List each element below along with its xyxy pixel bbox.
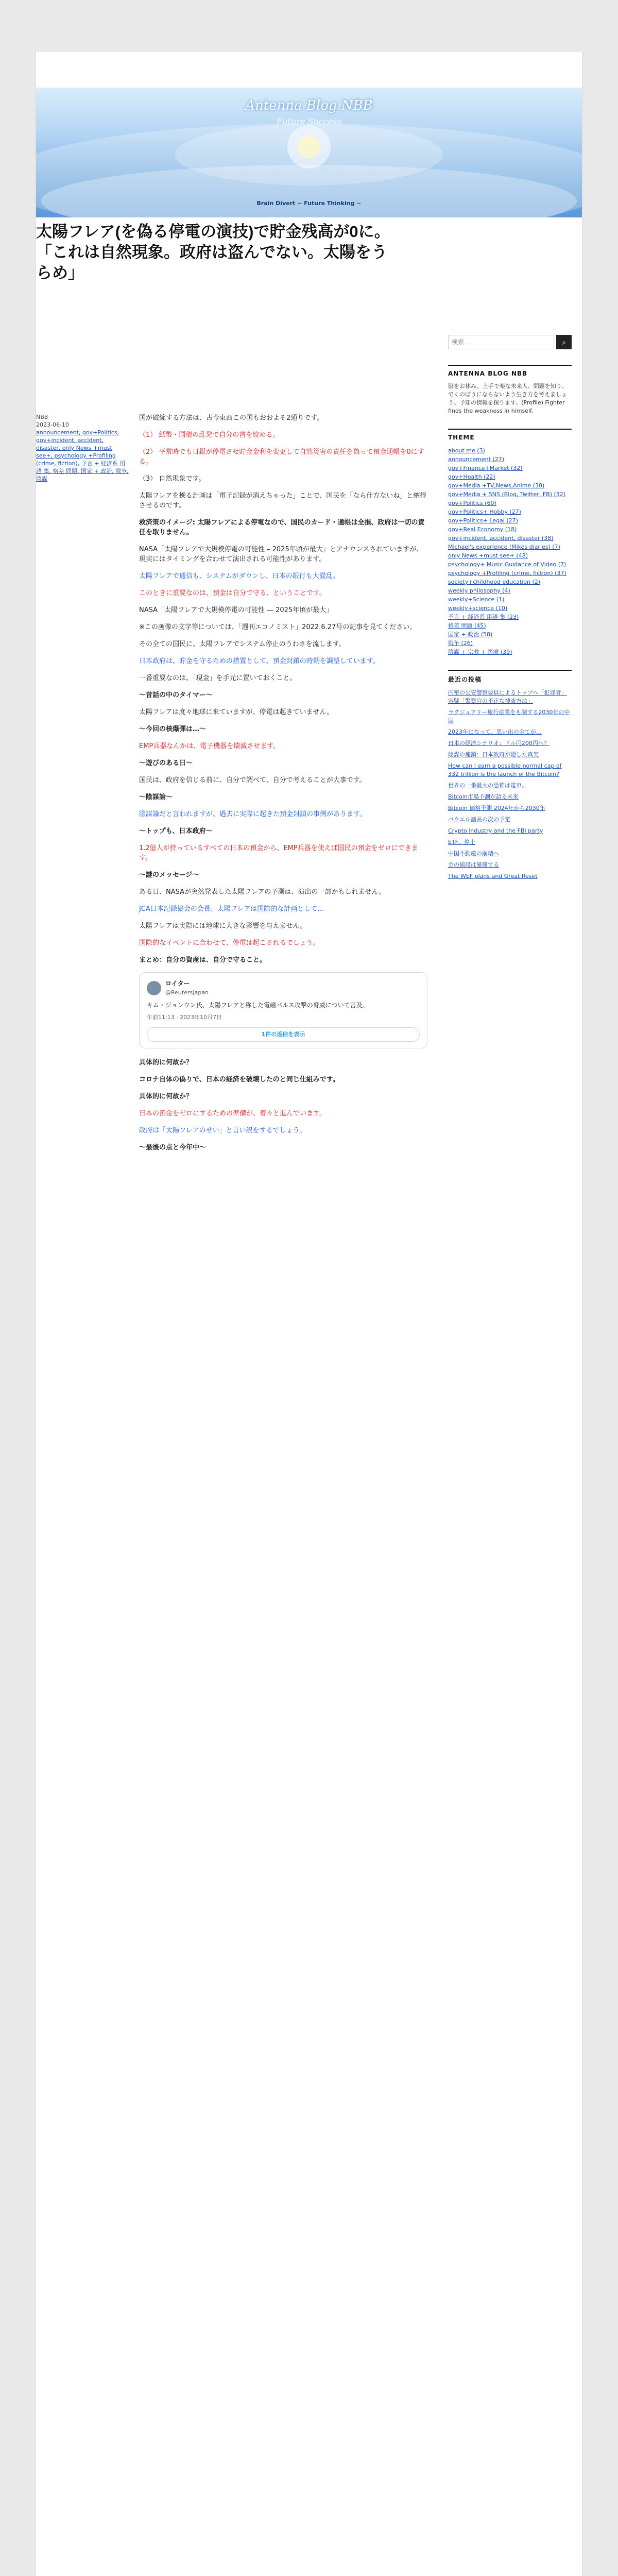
recent-post-item xyxy=(448,793,572,801)
category-item xyxy=(448,630,572,639)
paragraph: 太陽フレアは度々地球に来ていますが、停電は起きていません。 xyxy=(139,708,334,716)
category-link[interactable]: weekly+science (10) xyxy=(448,605,508,612)
category-link[interactable]: 陰謀 + 宗教 + 医療 (39) xyxy=(448,649,512,655)
post-tags-link[interactable]: announcement, gov+Politics, gov+incident, accident, disaster, only News +must see+, psychology +Profiling (crime, fiction), 予言 + 経済系 用語 集, 格差 問題, 国家 + 政治, 戦争, 陰謀 xyxy=(36,429,129,482)
category-item xyxy=(448,578,572,586)
banner-subtitle: Future Success xyxy=(277,116,341,126)
search-input[interactable] xyxy=(448,335,554,349)
category-link[interactable]: 格差 問題 (45) xyxy=(448,622,486,629)
paragraph: 国民は、政府を信じる前に、自分で調べて、自分で考えることが大事です。 xyxy=(139,776,366,784)
category-link[interactable]: gov+Politics+ Legal (27) xyxy=(448,517,518,524)
paragraph: 政府は「太陽フレアのせい」と言い訳をするでしょう。 xyxy=(139,1127,306,1134)
theme-widget-title: THEME xyxy=(448,429,572,441)
recent-post-item xyxy=(448,850,572,858)
search-icon: ⌕ xyxy=(562,337,566,346)
category-item xyxy=(448,525,572,534)
paragraph: その全ての国民に、太陽フレアでシステム停止のうわさを流します。 xyxy=(139,640,346,648)
category-item xyxy=(448,621,572,630)
category-link[interactable]: announcement (27) xyxy=(448,456,505,463)
category-link[interactable]: 戦争 (26) xyxy=(448,640,473,647)
category-link[interactable]: psychology +Profiling (crime, fiction) (37) xyxy=(448,570,566,577)
paragraph: 日本の預金をゼロにするための準備が、着々と進んでいます。 xyxy=(139,1110,326,1117)
recent-post-link[interactable]: 内密の公安警察要員によるトップへ「犯罪者」容疑「警察官の不正な捜査方法」 xyxy=(448,689,567,704)
recent-post-link[interactable]: 金の値段は暴騰する xyxy=(448,861,499,868)
category-item xyxy=(448,551,572,560)
paragraph: NASA「太陽フレアで大規模停電の可能性 – 2025年頃が最大」とアナウンスされていますが、現実にはタイミングを合わせて演出される可能性があります。 xyxy=(139,546,423,563)
recent-post-item xyxy=(448,804,572,812)
recent-posts-title: 最近の投稿 xyxy=(448,670,572,684)
category-link[interactable]: gov+Finance+Market (32) xyxy=(448,465,523,471)
category-item xyxy=(448,613,572,621)
paragraph: （1） 紙幣・国債の乱発で自分の首を絞める。 xyxy=(139,431,280,439)
post-author[interactable]: NBB xyxy=(36,414,48,420)
paragraph: 日本政府は、貯金を守るための措置として、預金封鎖の時期を調整しています。 xyxy=(139,657,380,665)
category-link[interactable]: 予言 + 経済系 用語 集 (23) xyxy=(448,614,519,620)
recent-post-link[interactable]: Bitcoin市場予測が語る未来 xyxy=(448,793,519,800)
paragraph: NASA「太陽フレアで大規模停電の可能性 ― 2025年頃が最大」 xyxy=(139,606,333,614)
recent-post-item xyxy=(448,861,572,869)
paragraph: ある日、NASAが突然発表した太陽フレアの予測は、演出の一部かもしれません。 xyxy=(139,888,386,896)
paragraph: 1.2億人が持っているすべての日本の預金から、EMP兵器を使えば国民の預金をゼロにできます。 xyxy=(139,844,418,862)
section-heading: 〜今回の核爆弾は…〜 xyxy=(139,725,207,733)
category-item xyxy=(448,595,572,604)
category-item xyxy=(448,490,572,499)
category-item xyxy=(448,560,572,569)
banner-title: Antenna Blog NBB xyxy=(245,98,373,113)
recent-post-item xyxy=(448,751,572,759)
category-item xyxy=(448,534,572,543)
section-heading: 具体的に何故か？ xyxy=(139,1093,193,1100)
category-link[interactable]: gov+Health (22) xyxy=(448,473,495,480)
category-item xyxy=(448,472,572,481)
category-item xyxy=(448,446,572,455)
paragraph: （3） 自然現象です。 xyxy=(139,475,205,483)
post-body xyxy=(139,413,427,1160)
recent-post-item xyxy=(448,827,572,835)
category-link[interactable]: weekly+Science (1) xyxy=(448,596,505,603)
category-link[interactable]: only News +must see+ (48) xyxy=(448,552,528,559)
recent-post-link[interactable]: パウエル議長の次の予定 xyxy=(448,816,510,823)
section-heading: 〜最後の点と今年中〜 xyxy=(139,1144,207,1151)
header-banner[interactable] xyxy=(36,88,582,217)
embedded-tweet[interactable] xyxy=(139,972,427,1048)
recent-post-link[interactable]: Bitcoin 価格予測 2024年から2030年 xyxy=(448,805,545,811)
banner-caption: Brain Divert ~ Future Thinking ~ xyxy=(256,200,362,207)
paragraph: EMP兵器なんかは、電子機器を壊滅させます。 xyxy=(139,742,280,750)
category-item xyxy=(448,604,572,613)
paragraph: 一番重要なのは、「現金」を手元に置いておくこと。 xyxy=(139,674,297,682)
paragraph: 太陽フレアで通信も、システムがダウンし、日本の銀行も大混乱。 xyxy=(139,572,339,580)
recent-post-item xyxy=(448,872,572,880)
category-link[interactable]: gov+Media +TV,News,Anime (30) xyxy=(448,482,545,489)
recent-post-item xyxy=(448,762,572,778)
category-link[interactable]: gov+Media + SNS (Blog, Twitter, FB) (32) xyxy=(448,491,566,498)
recent-post-link[interactable]: Crypto industry and the FBI party xyxy=(448,827,543,834)
recent-post-item xyxy=(448,689,572,705)
search-button[interactable] xyxy=(556,335,572,349)
about-widget-title: ANTENNA BLOG NBB xyxy=(448,365,572,377)
recent-post-link[interactable]: ラグジュアリー旅行産業をも制する2030年の中国 xyxy=(448,709,570,724)
category-link[interactable]: gov+incident, accident, disaster (38) xyxy=(448,535,554,541)
category-item xyxy=(448,507,572,516)
sidebar xyxy=(448,335,572,894)
about-widget-text: 脳をお休み、上手で楽な未来人、問題を知り、でくのぼうにならないよう生き方を考えましょう。予知の情報を探ります。(Profile) Fighter finds the weakness in himself. xyxy=(448,383,568,414)
recent-post-link[interactable]: ETF、停止 xyxy=(448,839,475,845)
section-heading: 具体的に何故か？ xyxy=(139,1059,193,1066)
recent-post-link[interactable]: 陰謀の連鎖：日本政府が隠した真実 xyxy=(448,751,539,758)
category-link[interactable]: weekly philosophy (4) xyxy=(448,587,510,594)
category-link[interactable]: gov+Politics+ Hobby (27) xyxy=(448,509,521,515)
section-heading: 〜遊びのある日〜 xyxy=(139,759,193,767)
recent-post-item xyxy=(448,739,572,748)
category-link[interactable]: gov+Politics (60) xyxy=(448,500,496,506)
tweet-author-name[interactable]: ロイター xyxy=(165,980,190,987)
tweet-timestamp[interactable]: 午前11:13 · 2023年10月7日 xyxy=(147,1014,222,1021)
category-item xyxy=(448,543,572,551)
recent-post-link[interactable]: How can I earn a possible normal cap of 332 trillion is the launch of the Bitcoin? xyxy=(448,762,562,777)
recent-post-link[interactable]: 2023年になって、思い出の全てが… xyxy=(448,728,542,735)
post-meta xyxy=(36,413,129,483)
category-item xyxy=(448,639,572,648)
category-list xyxy=(448,446,572,656)
section-heading: 〜昔話の中のタイマー〜 xyxy=(139,691,213,699)
category-link[interactable]: society+childhood education (2) xyxy=(448,579,541,585)
paragraph: 太陽フレアは実際には地球に大きな影響を与えません。 xyxy=(139,922,307,930)
category-link[interactable]: Michael's experience (Mikes diaries) (7) xyxy=(448,544,560,550)
recent-post-item xyxy=(448,708,572,725)
category-item xyxy=(448,464,572,472)
recent-post-link[interactable]: 世界の一番最大の恐怖は電車。 xyxy=(448,782,527,789)
paragraph: （2） 平常時でも日銀が停電させ貯金金利を変更して自然災害の責任を偽って預金通帳を0にする。 xyxy=(139,448,424,466)
category-item xyxy=(448,499,572,507)
category-link[interactable]: psychology+ Music Guidance of Video (7) xyxy=(448,561,566,568)
tweet-text: キム・ジョンウン氏、太陽フレアと称した電磁パルス攻撃の脅威について言及。 xyxy=(147,1002,369,1009)
paragraph: 国際的なイベントに合わせて、停電は起こされるでしょう。 xyxy=(139,939,320,947)
section-heading: 〜陰謀論〜 xyxy=(139,793,173,801)
tweet-avatar[interactable] xyxy=(147,981,161,995)
paragraph: 救済策のイメージ: 太陽フレアによる停電なので、国民のカード・通帳は全損、政府は一切の責任を取りません。 xyxy=(139,519,425,536)
paragraph: このときに重要なのは、預金は自分で守る、ということです。 xyxy=(139,589,326,597)
paragraph: コロナ自体の偽りで、日本の経済を破壊したのと同じ仕組みです。 xyxy=(139,1076,339,1083)
category-item xyxy=(448,481,572,490)
category-item xyxy=(448,648,572,656)
tweet-header xyxy=(147,979,420,997)
category-item xyxy=(448,455,572,464)
recent-post-link[interactable]: 日本の経済シナリオ：ドル円200円へ？ xyxy=(448,740,550,747)
category-link[interactable]: 国家 + 政治 (58) xyxy=(448,631,493,638)
recent-post-item xyxy=(448,728,572,736)
paragraph: 国が破綻する方法は、古今東西この国もおおよそ2通りです。 xyxy=(139,414,324,422)
category-item xyxy=(448,569,572,578)
paragraph: ※この画像の文字等については、「週刊エコノミスト」2022.6.27号の記事を見てください。 xyxy=(139,623,417,631)
category-item xyxy=(448,516,572,525)
recent-post-item xyxy=(448,838,572,846)
section-heading: 〜トップも、日本政府〜 xyxy=(139,827,213,835)
category-item xyxy=(448,586,572,595)
recent-posts-list xyxy=(448,689,572,880)
post-date[interactable]: 2023-06-10 xyxy=(36,421,69,428)
post-title: 太陽フレア(を偽る停電の演技)で貯金残高が0に。「これは自然現象。政府は盗んでない。太陽をうらめ」 xyxy=(36,223,390,282)
page-container xyxy=(36,52,582,2576)
paragraph: まとめ：自分の資産は、自分で守ること。 xyxy=(139,956,267,964)
recent-post-link[interactable]: The WEF plans and Great Reset xyxy=(448,873,538,879)
paragraph: JCA日本記録協会の会長、太陽フレアは国際的な計画として… xyxy=(139,905,324,913)
category-link[interactable]: about me (3) xyxy=(448,447,485,454)
tweet-author-handle[interactable]: @ReutersJapan xyxy=(165,989,209,996)
paragraph: 太陽フレアを操る計画は「電子記録が消えちゃった」ことで、国民を「なら仕方ないね」と納得させるのです。 xyxy=(139,492,427,510)
category-link[interactable]: gov+Real Economy (18) xyxy=(448,526,517,533)
search-form xyxy=(448,335,572,349)
section-heading: 〜謎のメッセージ〜 xyxy=(139,871,199,879)
recent-post-item xyxy=(448,816,572,824)
tweet-show-replies-button[interactable]: 1件の返信を表示 xyxy=(147,1027,420,1042)
recent-post-item xyxy=(448,782,572,790)
recent-post-link[interactable]: 中国不動産の崩壊へ xyxy=(448,850,499,857)
paragraph: 陰謀論だと言われますが、過去に実際に起きた預金封鎖の事例があります。 xyxy=(139,810,366,818)
